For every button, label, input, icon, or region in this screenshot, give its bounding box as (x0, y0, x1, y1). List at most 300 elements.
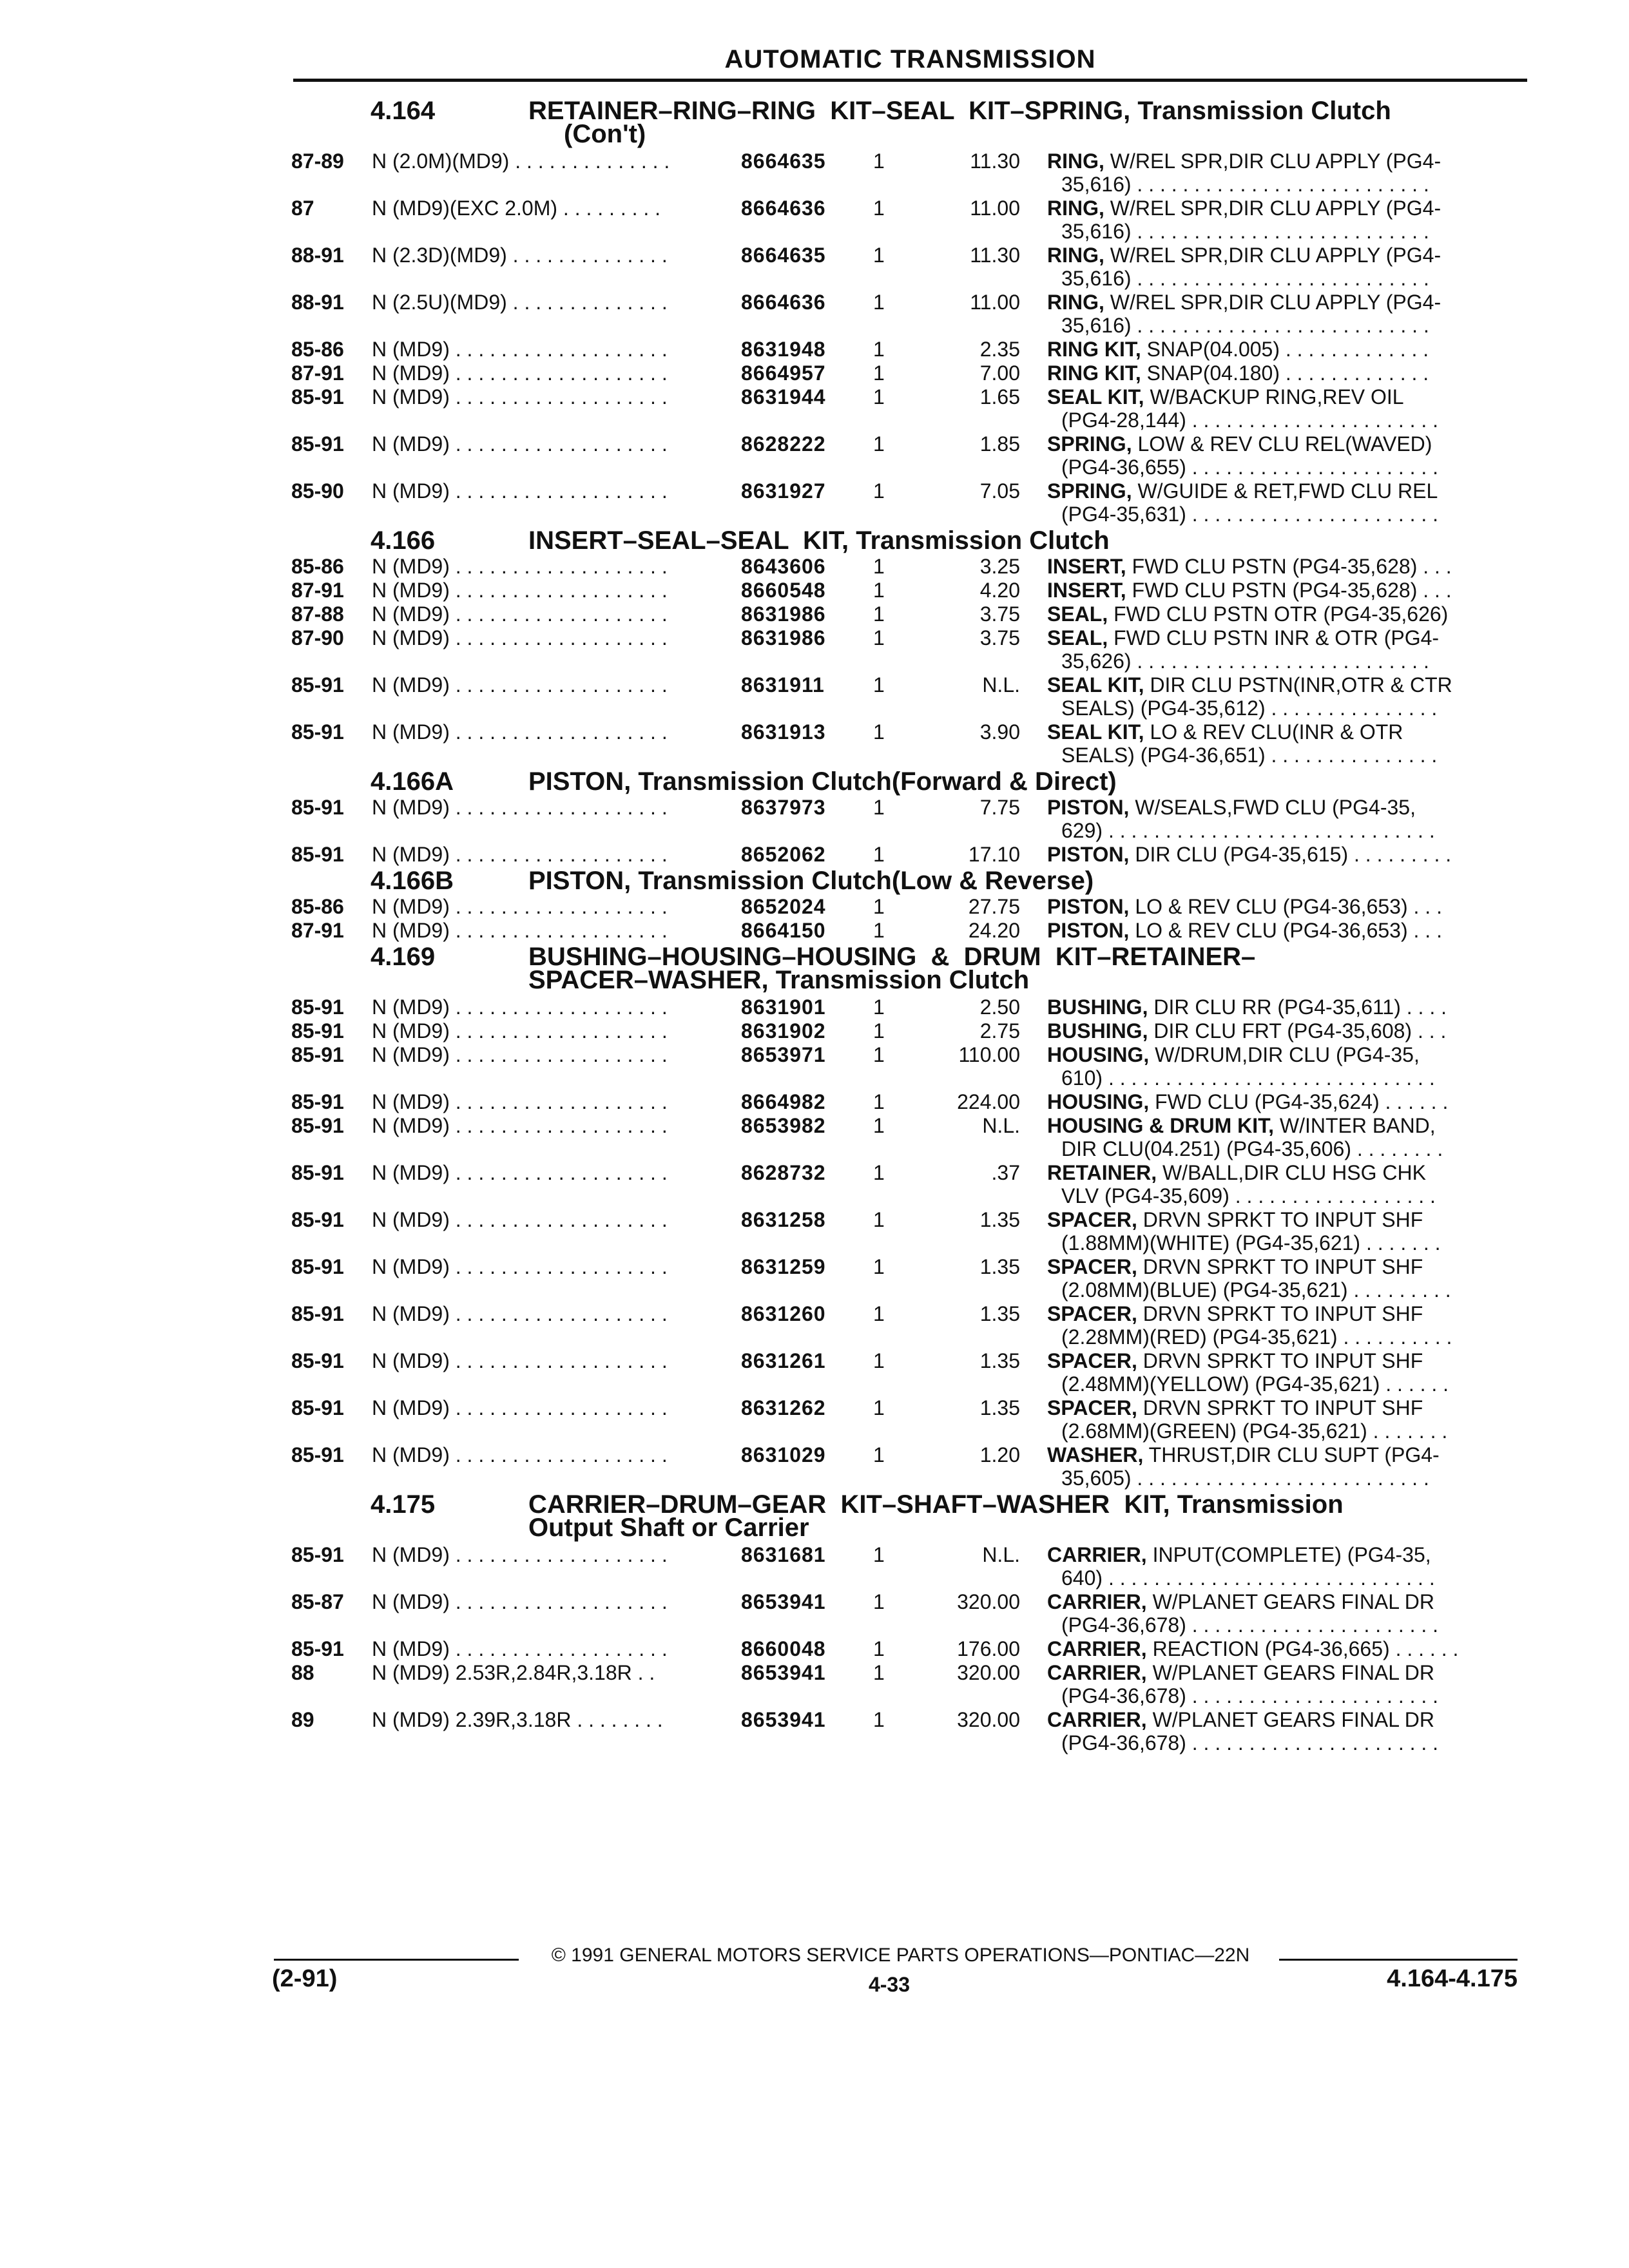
model-years: 85-90 (291, 479, 344, 503)
description-keyword: HOUSING, (1047, 1090, 1150, 1113)
description (1047, 1590, 1514, 1637)
description-continuation: SEALS) (PG4-36,651) . . . . . . . . . . . . . . . (1061, 744, 1438, 767)
quantity: 1 (873, 361, 885, 385)
price: 110.00 (958, 1043, 1020, 1066)
price: 320.00 (957, 1590, 1020, 1613)
quantity: 1 (873, 895, 885, 918)
description-keyword: HOUSING, (1047, 1043, 1150, 1066)
description-keyword: RING, (1047, 149, 1104, 173)
price: 1.35 (979, 1396, 1020, 1419)
description-keyword: SEAL, (1047, 602, 1108, 626)
description (1047, 843, 1514, 866)
description-line (1047, 1708, 1514, 1731)
description-text: THRUST,DIR CLU SUPT (PG4- (1143, 1443, 1440, 1466)
quantity: 1 (873, 1590, 885, 1613)
price: 2.75 (979, 1019, 1020, 1043)
part-number: 8631944 (741, 385, 826, 408)
usage-code: N (MD9) . . . . . . . . . . . . . . . . . . . (372, 1114, 668, 1137)
quantity: 1 (873, 1661, 885, 1684)
description (1047, 1543, 1514, 1590)
usage-code: N (MD9) . . . . . . . . . . . . . . . . . . . (372, 361, 668, 385)
part-row (0, 149, 1629, 196)
description (1047, 796, 1514, 842)
description (1047, 1443, 1514, 1490)
description-line (1047, 1043, 1514, 1066)
usage-code: N (2.0M)(MD9) . . . . . . . . . . . . . . (372, 149, 670, 173)
section-number: 4.175 (371, 1490, 436, 1519)
part-number: 8664635 (741, 244, 826, 267)
quantity: 1 (873, 244, 885, 267)
description-line (1047, 1090, 1514, 1113)
description (1047, 1396, 1514, 1443)
model-years: 88-91 (291, 291, 344, 314)
quantity: 1 (873, 479, 885, 503)
description-keyword: CARRIER, (1047, 1708, 1147, 1731)
part-row (0, 1043, 1629, 1090)
usage-code: N (MD9) . . . . . . . . . . . . . . . . . . . (372, 479, 668, 503)
description (1047, 197, 1514, 243)
footer-section-range: 4.164-4.175 (1387, 1965, 1518, 1992)
model-years: 87-88 (291, 602, 344, 626)
description (1047, 291, 1514, 337)
description-text: W/BALL,DIR CLU HSG CHK (1157, 1161, 1426, 1184)
description-text: FWD CLU PSTN (PG4-35,628) . . . (1126, 579, 1452, 602)
part-row (0, 1708, 1629, 1754)
quantity: 1 (873, 1208, 885, 1231)
description-line (1047, 1396, 1514, 1419)
part-row (0, 1302, 1629, 1349)
description-text: W/REL SPR,DIR CLU APPLY (PG4- (1104, 291, 1441, 314)
part-number: 8631901 (741, 995, 826, 1019)
description-continuation: 629) . . . . . . . . . . . . . . . . . . . . . . . . . . . . . (1061, 819, 1435, 842)
quantity: 1 (873, 796, 885, 819)
quantity: 1 (873, 602, 885, 626)
description-text: FWD CLU (PG4-35,624) . . . . . . (1149, 1090, 1449, 1113)
section-title: RETAINER–RING–RING KIT–SEAL KIT–SPRING, Transmission Clutch (528, 97, 1391, 125)
description-continuation: VLV (PG4-35,609) . . . . . . . . . . . . . . . . . . (1061, 1184, 1436, 1207)
description-text: DRVN SPRKT TO INPUT SHF (1137, 1255, 1423, 1278)
description-text: W/SEALS,FWD CLU (PG4-35, (1129, 796, 1416, 819)
description (1047, 1302, 1514, 1349)
description-continuation: SEALS) (PG4-35,612) . . . . . . . . . . . . . . . (1061, 697, 1438, 720)
usage-code: N (MD9) . . . . . . . . . . . . . . . . . . . (372, 995, 668, 1019)
section-title: BUSHING–HOUSING–HOUSING & DRUM KIT–RETAINER– (528, 943, 1256, 971)
description-continuation: DIR CLU(04.251) (PG4-35,606) . . . . . . . . (1061, 1137, 1443, 1160)
description (1047, 1161, 1514, 1207)
part-row (0, 291, 1629, 337)
part-number: 8631262 (741, 1396, 826, 1419)
description-continuation: (PG4-36,655) . . . . . . . . . . . . . . . . . . . . . . (1061, 456, 1439, 479)
model-years: 85-91 (291, 1396, 344, 1419)
footer-rule-left (274, 1959, 519, 1961)
usage-code: N (MD9) . . . . . . . . . . . . . . . . . . . (372, 1543, 668, 1566)
description-text: SNAP(04.005) . . . . . . . . . . . . . (1141, 338, 1429, 361)
price: 3.75 (979, 602, 1020, 626)
usage-code: N (MD9) . . . . . . . . . . . . . . . . . . . (372, 1161, 668, 1184)
price: 11.30 (970, 149, 1020, 173)
part-number: 8664635 (741, 149, 826, 173)
quantity: 1 (873, 1443, 885, 1466)
model-years: 85-91 (291, 385, 344, 408)
description-continuation: (2.28MM)(RED) (PG4-35,621) . . . . . . . . . . (1061, 1325, 1452, 1349)
description-keyword: SPACER, (1047, 1396, 1137, 1419)
model-years: 85-86 (291, 338, 344, 361)
usage-code: N (MD9) . . . . . . . . . . . . . . . . . . . (372, 720, 668, 744)
model-years: 85-91 (291, 1349, 344, 1372)
description (1047, 1708, 1514, 1754)
price: 1.20 (979, 1443, 1020, 1466)
price: 320.00 (957, 1708, 1020, 1731)
part-number: 8664957 (741, 361, 826, 385)
description-keyword: SPACER, (1047, 1349, 1137, 1372)
description-line (1047, 1543, 1514, 1566)
quantity: 1 (873, 1708, 885, 1731)
description (1047, 149, 1514, 196)
description-text: W/REL SPR,DIR CLU APPLY (PG4- (1104, 149, 1441, 173)
part-number: 8660048 (741, 1637, 826, 1660)
description-text: LOW & REV CLU REL(WAVED) (1132, 432, 1432, 456)
quantity: 1 (873, 197, 885, 220)
part-number: 8653941 (741, 1708, 826, 1731)
description-continuation: (PG4-28,144) . . . . . . . . . . . . . . . . . . . . . . (1061, 408, 1439, 432)
part-number: 8628732 (741, 1161, 826, 1184)
part-number: 8631260 (741, 1302, 826, 1325)
description-continuation: (PG4-36,678) . . . . . . . . . . . . . . . . . . . . . . (1061, 1613, 1439, 1637)
description-keyword: SEAL KIT, (1047, 720, 1144, 744)
description-text: REACTION (PG4-36,665) . . . . . . (1146, 1637, 1459, 1660)
description (1047, 895, 1514, 918)
usage-code: N (MD9) . . . . . . . . . . . . . . . . . . . (372, 1019, 668, 1043)
section-number: 4.166 (371, 526, 436, 555)
description-line (1047, 385, 1514, 408)
description (1047, 1090, 1514, 1113)
part-number: 8643606 (741, 555, 826, 578)
price: N.L. (982, 1543, 1020, 1566)
footer-rule-right (1279, 1959, 1518, 1961)
quantity: 1 (873, 149, 885, 173)
model-years: 85-91 (291, 1443, 344, 1466)
usage-code: N (MD9) 2.39R,3.18R . . . . . . . . (372, 1708, 663, 1731)
description-line (1047, 995, 1514, 1019)
description-text: W/REL SPR,DIR CLU APPLY (PG4- (1104, 197, 1441, 220)
description (1047, 626, 1514, 673)
description-keyword: SPRING, (1047, 432, 1132, 456)
price: 3.75 (979, 626, 1020, 649)
part-row (0, 720, 1629, 767)
model-years: 85-91 (291, 1161, 344, 1184)
description-text: DRVN SPRKT TO INPUT SHF (1137, 1302, 1423, 1325)
section-number: 4.166A (371, 767, 454, 796)
part-number: 8653941 (741, 1590, 826, 1613)
description-text: DRVN SPRKT TO INPUT SHF (1137, 1349, 1423, 1372)
description-keyword: HOUSING & DRUM KIT, (1047, 1114, 1274, 1137)
section-title: INSERT–SEAL–SEAL KIT, Transmission Clutch (528, 526, 1110, 555)
part-row (0, 1255, 1629, 1302)
model-years: 85-91 (291, 432, 344, 456)
description-text: LO & REV CLU(INR & OTR (1144, 720, 1403, 744)
model-years: 85-91 (291, 1114, 344, 1137)
usage-code: N (MD9) 2.53R,2.84R,3.18R . . (372, 1661, 655, 1684)
price: 7.75 (979, 796, 1020, 819)
model-years: 85-91 (291, 1543, 344, 1566)
description-line (1047, 1349, 1514, 1372)
usage-code: N (MD9) . . . . . . . . . . . . . . . . . . . (372, 1090, 668, 1113)
description-continuation: (2.68MM)(GREEN) (PG4-35,621) . . . . . . . (1061, 1419, 1448, 1443)
description-line (1047, 1208, 1514, 1231)
description-line (1047, 1661, 1514, 1684)
description-line (1047, 555, 1514, 578)
description-line (1047, 843, 1514, 866)
description-line (1047, 1590, 1514, 1613)
model-years: 85-87 (291, 1590, 344, 1613)
quantity: 1 (873, 720, 885, 744)
description (1047, 244, 1514, 290)
price: 3.90 (979, 720, 1020, 744)
price: 4.20 (979, 579, 1020, 602)
model-years: 89 (291, 1708, 314, 1731)
description (1047, 338, 1514, 361)
page-number: 4-33 (868, 1973, 911, 1996)
description (1047, 995, 1514, 1019)
quantity: 1 (873, 1255, 885, 1278)
description-text: DIR CLU PSTN(INR,OTR & CTR (1144, 673, 1452, 697)
description-keyword: RING KIT, (1047, 338, 1141, 361)
part-row (0, 244, 1629, 290)
quantity: 1 (873, 1302, 885, 1325)
description-continuation: 35,605) . . . . . . . . . . . . . . . . . . . . . . . . . . (1061, 1466, 1429, 1490)
part-number: 8631913 (741, 720, 826, 744)
price: 1.65 (979, 385, 1020, 408)
part-number: 8664636 (741, 197, 826, 220)
description-line (1047, 149, 1514, 173)
description-line (1047, 338, 1514, 361)
usage-code: N (MD9)(EXC 2.0M) . . . . . . . . . (372, 197, 661, 220)
price: 3.25 (979, 555, 1020, 578)
description-line (1047, 1161, 1514, 1184)
usage-code: N (MD9) . . . . . . . . . . . . . . . . . . . (372, 432, 668, 456)
part-number: 8631902 (741, 1019, 826, 1043)
description-text: DRVN SPRKT TO INPUT SHF (1137, 1208, 1423, 1231)
part-number: 8631911 (741, 673, 825, 697)
model-years: 85-91 (291, 1019, 344, 1043)
price: 7.00 (979, 361, 1020, 385)
page-title: AUTOMATIC TRANSMISSION (724, 45, 1096, 73)
price: 320.00 (957, 1661, 1020, 1684)
description-continuation: 610) . . . . . . . . . . . . . . . . . . . . . . . . . . . . . (1061, 1066, 1435, 1090)
part-number: 8631986 (741, 602, 826, 626)
description-line (1047, 1255, 1514, 1278)
description (1047, 432, 1514, 479)
part-number: 8652024 (741, 895, 826, 918)
usage-code: N (MD9) . . . . . . . . . . . . . . . . . . . (372, 1443, 668, 1466)
model-years: 85-91 (291, 796, 344, 819)
price: .37 (991, 1161, 1020, 1184)
model-years: 85-91 (291, 1090, 344, 1113)
model-years: 87-91 (291, 361, 344, 385)
part-row (0, 479, 1629, 526)
description-keyword: SEAL KIT, (1047, 385, 1144, 408)
description-line (1047, 895, 1514, 918)
description-text: LO & REV CLU (PG4-36,653) . . . (1129, 895, 1442, 918)
description-continuation: 35,616) . . . . . . . . . . . . . . . . . . . . . . . . . . (1061, 267, 1429, 290)
quantity: 1 (873, 1396, 885, 1419)
description-text: W/GUIDE & RET,FWD CLU REL (1132, 479, 1438, 503)
usage-code: N (MD9) . . . . . . . . . . . . . . . . . . . (372, 673, 668, 697)
description (1047, 1208, 1514, 1254)
part-row (0, 432, 1629, 479)
section-number: 4.169 (371, 943, 436, 971)
description-keyword: PISTON, (1047, 843, 1130, 866)
quantity: 1 (873, 1349, 885, 1372)
description (1047, 361, 1514, 385)
description-text: INPUT(COMPLETE) (PG4-35, (1146, 1543, 1431, 1566)
model-years: 85-91 (291, 843, 344, 866)
description-line (1047, 361, 1514, 385)
usage-code: N (MD9) . . . . . . . . . . . . . . . . . . . (372, 1396, 668, 1419)
quantity: 1 (873, 919, 885, 942)
description (1047, 673, 1514, 720)
description-text: LO & REV CLU (PG4-36,653) . . . (1129, 919, 1442, 942)
description-line (1047, 1443, 1514, 1466)
part-number: 8664150 (741, 919, 826, 942)
description-text: FWD CLU PSTN INR & OTR (PG4- (1108, 626, 1440, 649)
quantity: 1 (873, 1637, 885, 1660)
section-title: (Con't) (564, 120, 646, 148)
section-title: PISTON, Transmission Clutch(Low & Reverse) (528, 867, 1094, 895)
section-title: SPACER–WASHER, Transmission Clutch (528, 966, 1030, 994)
model-years: 85-91 (291, 1302, 344, 1325)
description-continuation: (2.08MM)(BLUE) (PG4-35,621) . . . . . . . . . (1061, 1278, 1451, 1302)
part-number: 8660548 (741, 579, 826, 602)
part-number: 8652062 (741, 843, 826, 866)
part-row (0, 1349, 1629, 1396)
description-keyword: SPACER, (1047, 1255, 1137, 1278)
model-years: 88-91 (291, 244, 344, 267)
part-number: 8631927 (741, 479, 826, 503)
description-text: FWD CLU PSTN OTR (PG4-35,626) (1108, 602, 1449, 626)
description-line (1047, 1302, 1514, 1325)
quantity: 1 (873, 1090, 885, 1113)
quantity: 1 (873, 385, 885, 408)
description (1047, 1043, 1514, 1090)
part-row (0, 626, 1629, 673)
model-years: 87-90 (291, 626, 344, 649)
description-line (1047, 432, 1514, 456)
quantity: 1 (873, 673, 885, 697)
description-keyword: BUSHING, (1047, 1019, 1148, 1043)
quantity: 1 (873, 291, 885, 314)
description-line (1047, 602, 1514, 626)
model-years: 87 (291, 197, 314, 220)
description-keyword: INSERT, (1047, 555, 1126, 578)
usage-code: N (MD9) . . . . . . . . . . . . . . . . . . . (372, 1302, 668, 1325)
part-number: 8631948 (741, 338, 826, 361)
description-line (1047, 197, 1514, 220)
description-keyword: RETAINER, (1047, 1161, 1157, 1184)
price: 27.75 (968, 895, 1020, 918)
usage-code: N (MD9) . . . . . . . . . . . . . . . . . . . (372, 895, 668, 918)
price: 1.85 (979, 432, 1020, 456)
description-continuation: (2.48MM)(YELLOW) (PG4-35,621) . . . . . . (1061, 1372, 1449, 1396)
description-text: DIR CLU FRT (PG4-35,608) . . . (1148, 1019, 1447, 1043)
usage-code: N (MD9) . . . . . . . . . . . . . . . . . . . (372, 1590, 668, 1613)
usage-code: N (MD9) . . . . . . . . . . . . . . . . . . . (372, 796, 668, 819)
description-line (1047, 291, 1514, 314)
model-years: 88 (291, 1661, 314, 1684)
usage-code: N (MD9) . . . . . . . . . . . . . . . . . . . (372, 579, 668, 602)
description-continuation: 35,626) . . . . . . . . . . . . . . . . . . . . . . . . . . (1061, 649, 1429, 673)
price: 1.35 (979, 1349, 1020, 1372)
usage-code: N (MD9) . . . . . . . . . . . . . . . . . . . (372, 1349, 668, 1372)
section-title: PISTON, Transmission Clutch(Forward & Direct) (528, 767, 1117, 796)
part-number: 8664636 (741, 291, 826, 314)
description-continuation: (PG4-35,631) . . . . . . . . . . . . . . . . . . . . . . (1061, 503, 1439, 526)
usage-code: N (MD9) . . . . . . . . . . . . . . . . . . . (372, 1043, 668, 1066)
description-keyword: RING, (1047, 197, 1104, 220)
description-keyword: CARRIER, (1047, 1637, 1147, 1660)
description (1047, 1255, 1514, 1302)
part-number: 8653971 (741, 1043, 826, 1066)
description-keyword: RING, (1047, 244, 1104, 267)
price: N.L. (982, 673, 1020, 697)
description-keyword: RING, (1047, 291, 1104, 314)
model-years: 85-91 (291, 673, 344, 697)
part-row (0, 673, 1629, 720)
quantity: 1 (873, 1114, 885, 1137)
model-years: 85-91 (291, 995, 344, 1019)
quantity: 1 (873, 995, 885, 1019)
part-number: 8631261 (741, 1349, 826, 1372)
part-row (0, 1590, 1629, 1637)
description-text: W/INTER BAND, (1274, 1114, 1436, 1137)
part-number: 8664982 (741, 1090, 826, 1113)
usage-code: N (MD9) . . . . . . . . . . . . . . . . . . . (372, 1208, 668, 1231)
price: 11.00 (970, 197, 1020, 220)
description-keyword: CARRIER, (1047, 1661, 1147, 1684)
quantity: 1 (873, 1019, 885, 1043)
part-row (0, 1114, 1629, 1160)
description-text: DRVN SPRKT TO INPUT SHF (1137, 1396, 1423, 1419)
description (1047, 1114, 1514, 1160)
price: 224.00 (957, 1090, 1020, 1113)
model-years: 87-91 (291, 919, 344, 942)
section-number: 4.164 (371, 97, 436, 125)
description-keyword: CARRIER, (1047, 1590, 1147, 1613)
description (1047, 479, 1514, 526)
price: 176.00 (957, 1637, 1020, 1660)
description-continuation: 35,616) . . . . . . . . . . . . . . . . . . . . . . . . . . (1061, 173, 1429, 196)
description-line (1047, 1637, 1514, 1660)
price: N.L. (982, 1114, 1020, 1137)
quantity: 1 (873, 843, 885, 866)
model-years: 87-89 (291, 149, 344, 173)
description (1047, 1349, 1514, 1396)
usage-code: N (MD9) . . . . . . . . . . . . . . . . . . . (372, 385, 668, 408)
description-keyword: WASHER, (1047, 1443, 1144, 1466)
description (1047, 1661, 1514, 1707)
description-text: W/PLANET GEARS FINAL DR (1146, 1661, 1434, 1684)
description-continuation: (PG4-36,678) . . . . . . . . . . . . . . . . . . . . . . (1061, 1731, 1439, 1754)
description-continuation: 35,616) . . . . . . . . . . . . . . . . . . . . . . . . . . (1061, 314, 1429, 337)
description (1047, 602, 1514, 626)
usage-code: N (MD9) . . . . . . . . . . . . . . . . . . . (372, 843, 668, 866)
description-text: W/DRUM,DIR CLU (PG4-35, (1149, 1043, 1420, 1066)
price: 1.35 (979, 1255, 1020, 1278)
description-text: W/REL SPR,DIR CLU APPLY (PG4- (1104, 244, 1441, 267)
usage-code: N (MD9) . . . . . . . . . . . . . . . . . . . (372, 919, 668, 942)
description-text: W/PLANET GEARS FINAL DR (1146, 1590, 1434, 1613)
description-keyword: BUSHING, (1047, 995, 1148, 1019)
